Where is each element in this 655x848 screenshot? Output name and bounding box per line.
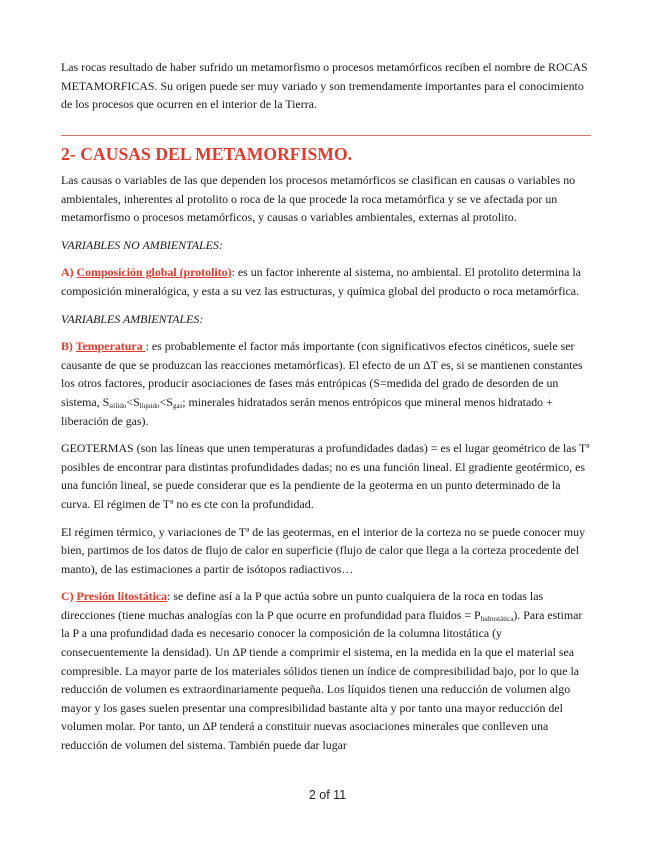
sub-solido: sólido: [109, 401, 127, 410]
item-c-prefix: C): [61, 589, 77, 604]
sub-gas: gas: [172, 401, 183, 410]
item-b-text1: : es probablemente el factor más importante (con significativos efectos cinéticos, suele ser causante de que se produzcan las reacciones metamórficas). El efecto de un ΔT es, si se mantienen constantes los otros factores, producir asociaciones de fases más entrópicas (S=medida del grado de desorden de un sistema, S: [61, 339, 583, 409]
item-c-paragraph: [61, 587, 591, 754]
sub-liquido: líquido: [139, 401, 160, 410]
label-ambientales: VARIABLES AMBIENTALES:: [61, 311, 204, 326]
causes-paragraph: Las causas o variables de las que dependen los procesos metamórficos se clasifican en causas o variables no ambientales, inherentes al protolito o roca de la que procede la roca metamórfica y se ve afectada por un metamorfismo o procesos metamórficos, y causas o variables ambientales, externas al protolito.: [61, 173, 576, 225]
section-divider: [61, 135, 591, 136]
section-body: [61, 171, 591, 764]
item-a-text: : es un factor inherente al sistema, no ambiental. El protolito determina la composición mineralógica, y esta a su vez las estructuras, y química global del producto o roca metamórfica.: [61, 265, 581, 298]
sub-hidrostatica: hidrostática: [480, 614, 514, 623]
intro-paragraph: Las rocas resultado de haber sufrido un metamorfismo o procesos metamórficos reciben el nombre de ROCAS METAMORFICAS. Su origen puede ser muy variado y son tremendamente importantes para el conocimiento de los procesos que ocurren en el interior de la Tierra.: [61, 60, 588, 112]
item-b-prefix: B): [61, 339, 76, 354]
item-c-term: Presión litostática: [76, 589, 168, 604]
label-no-ambientales: VARIABLES NO AMBIENTALES:: [61, 237, 223, 252]
regimen-paragraph: El régimen térmico, y variaciones de Tª de las geotermas, en el interior de la corteza no se puede conocer muy bien, partimos de los datos de flujo de calor en superficie (flujo de calor que llega a la corteza procedente del manto), de las estimaciones a partir de isótopos radiactivos…: [61, 524, 586, 576]
lt-1: <S: [126, 394, 140, 409]
item-b-term: Temperatura: [75, 339, 146, 354]
page-number: 2 of 11: [308, 788, 347, 802]
page-content: [61, 58, 591, 123]
item-c-text1: : se define así a la P que actúa sobre un punto cualquiera de la roca en todas las direcciones (tiene muchas analogías con la P que ocurre en profundidad para fluidos = P: [61, 589, 544, 622]
item-b-text2: ; minerales hidratados serán menos entrópicos que mineral menos hidratado + liberación de gas).: [61, 394, 553, 428]
item-a-prefix: A): [61, 265, 77, 280]
lt-2: <S: [159, 394, 173, 409]
section-title: 2- CAUSAS DEL METAMORFISMO.: [61, 144, 353, 164]
item-c-text2: ). Para estimar la P a una profundidad dada es necesario conocer la composición de la columna litostática (y consecuentemente la densidad). Un ΔP tiende a comprimir el sistema, en la medida en la que el material sea compresible. La mayor parte de los materiales sólidos tienen un índice de compresibilidad bajo, por lo que la reducción de volumen es extraordinariamente pequeña. Los líquidos tienen una reducción de volumen algo mayor y los gases suelen presentar una compresibilidad bastante alta y por tanto una mayor reducción del volumen molar. Por tanto, un ΔP tenderá a constituir nuevas asociaciones minerales que conlleven una reducción de volumen del sistema. También puede dar lugar: [61, 607, 583, 753]
item-a-paragraph: [61, 263, 591, 300]
item-a-term: Composición global (protolito): [76, 265, 232, 280]
item-b-paragraph: [61, 337, 591, 430]
geotermas-paragraph: GEOTERMAS (son las líneas que unen temperaturas a profundidades dadas) = es el lugar geométrico de las Tª posibles de encontrar para distintas profundidades dadas; no es una función lineal. El gradiente geotérmico, es una función lineal, se puede considerar que es la pendiente de la geoterma en un punto determinado de la curva. El régimen de Tª no es cte con la profundidad.: [61, 441, 590, 511]
